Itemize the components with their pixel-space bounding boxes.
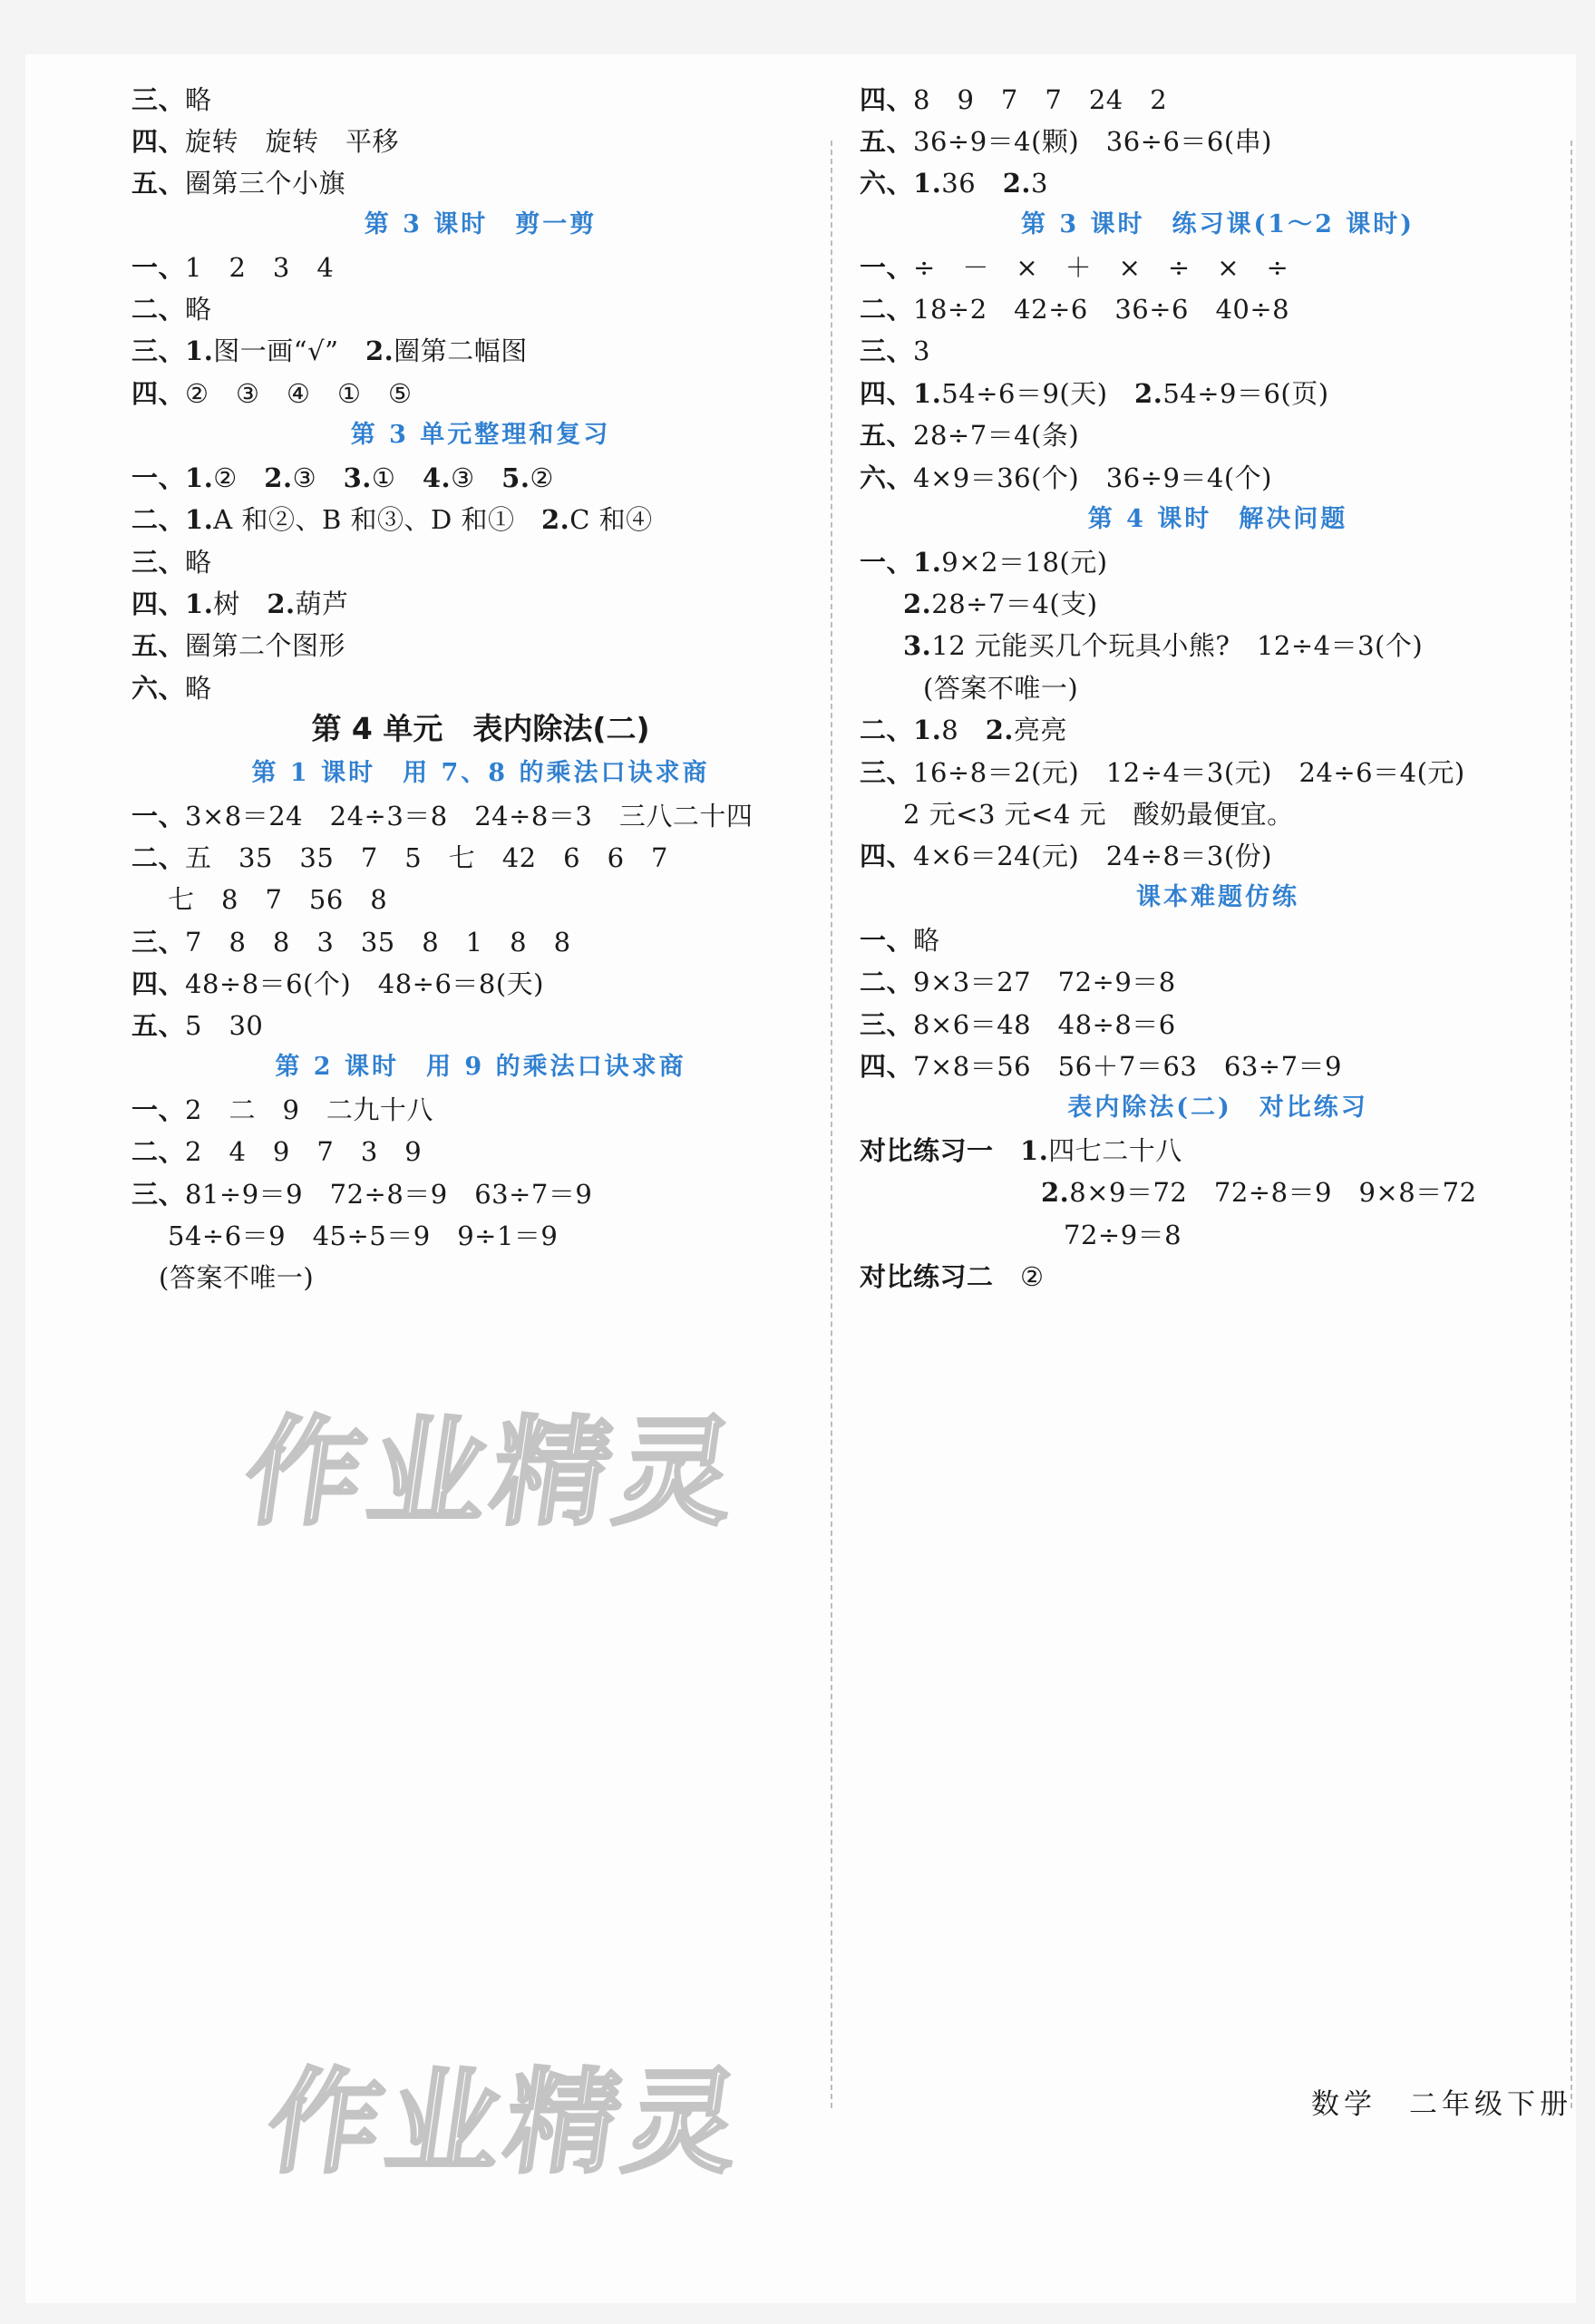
answer-line: 四、4×6＝24(元) 24÷8＝3(份) xyxy=(860,841,1272,871)
answer-line: 三、3 xyxy=(860,335,930,366)
answer-line: 对比练习一 1.四七二十八 xyxy=(860,1135,1182,1166)
answer-line: 六、1.36 2.3 xyxy=(860,168,1048,199)
answer-line: 七 8 7 56 8 xyxy=(168,884,388,915)
answer-line: 五、5 30 xyxy=(131,1010,264,1041)
section-title: 第 2 课时 用 9 的乘法口诀求商 xyxy=(275,1053,686,1081)
answer-line: 三、81÷9＝9 72÷8＝9 63÷7＝9 xyxy=(131,1179,593,1210)
answer-line: 六、4×9＝36(个) 36÷9＝4(个) xyxy=(860,462,1272,493)
answer-page xyxy=(25,54,1576,2303)
answer-line: 四、② ③ ④ ① ⑤ xyxy=(131,378,413,409)
answer-line: 对比练习二 ② xyxy=(860,1261,1045,1292)
watermark: 作业精灵 xyxy=(236,1404,750,1541)
answer-line: 四、8 9 7 7 24 2 xyxy=(860,84,1168,115)
section-title: 课本难题仿练 xyxy=(1136,883,1299,911)
answer-line: 二、2 4 9 7 3 9 xyxy=(131,1136,423,1167)
answer-line: 2.28÷7＝4(支) xyxy=(903,588,1098,619)
answer-line: 一、÷ － × ＋ × ÷ × ÷ xyxy=(860,252,1289,283)
answer-line: 一、1 2 3 4 xyxy=(131,252,335,283)
section-title: 第 1 课时 用 7、8 的乘法口诀求商 xyxy=(251,759,710,787)
section-title: 第 3 单元整理和复习 xyxy=(350,421,611,449)
answer-line: 一、略 xyxy=(860,925,940,956)
page-footer: 数学 二年级下册 xyxy=(1311,2088,1572,2121)
answer-line: 二、18÷2 42÷6 36÷6 40÷8 xyxy=(860,294,1290,325)
answer-line: 三、略 xyxy=(131,547,212,578)
answer-line: 2.8×9＝72 72÷8＝9 9×8＝72 xyxy=(1041,1177,1477,1208)
answer-line: 二、略 xyxy=(131,294,212,325)
answer-line: 一、1.9×2＝18(元) xyxy=(860,547,1108,578)
answer-line: 三、1.图一画“√” 2.圈第二幅图 xyxy=(131,335,528,366)
answer-line: 五、圈第二个图形 xyxy=(131,630,346,661)
answer-line: 四、7×8＝56 56＋7＝63 63÷7＝9 xyxy=(860,1051,1342,1082)
column-divider xyxy=(831,141,832,2108)
unit-title: 第 4 单元 表内除法(二) xyxy=(311,711,650,746)
section-title: 第 3 课时 剪一剪 xyxy=(364,210,598,238)
answer-line: 二、五 35 35 7 5 七 42 6 6 7 xyxy=(131,842,668,873)
answer-line: 三、16÷8＝2(元) 12÷4＝3(元) 24÷6＝4(元) xyxy=(860,757,1465,788)
answer-line: 三、8×6＝48 48÷8＝6 xyxy=(860,1009,1176,1040)
answer-line: 四、48÷8＝6(个) 48÷6＝8(天) xyxy=(131,968,544,999)
answer-line: 四、1.54÷6＝9(天) 2.54÷9＝6(页) xyxy=(860,378,1329,409)
answer-line: 3.12 元能买几个玩具小熊? 12÷4＝3(个) xyxy=(903,630,1424,661)
watermark: 作业精灵 xyxy=(259,2057,754,2189)
answer-line: 二、1.8 2.亮亮 xyxy=(860,715,1068,745)
answer-line: (答案不唯一) xyxy=(923,673,1079,704)
answer-line: 四、旋转 旋转 平移 xyxy=(131,126,400,157)
answer-line: 54÷6＝9 45÷5＝9 9÷1＝9 xyxy=(168,1220,559,1251)
answer-line: 五、36÷9＝4(颗) 36÷6＝6(串) xyxy=(860,126,1272,157)
answer-line: 72÷9＝8 xyxy=(1064,1220,1182,1250)
answer-line: 一、1.② 2.③ 3.① 4.③ 5.② xyxy=(131,462,554,493)
answer-line: 二、1.A 和②、B 和③、D 和① 2.C 和④ xyxy=(131,504,653,535)
section-title: 表内除法(二) 对比练习 xyxy=(1067,1094,1368,1122)
answer-line: 五、圈第三个小旗 xyxy=(131,168,346,199)
answer-line: 一、3×8＝24 24÷3＝8 24÷8＝3 三八二十四 xyxy=(131,801,754,831)
answer-line: 六、略 xyxy=(131,673,212,704)
answer-line: 二、9×3＝27 72÷9＝8 xyxy=(860,967,1176,997)
answer-line: 一、2 二 9 二九十八 xyxy=(131,1094,433,1125)
answer-line: 三、7 8 8 3 35 8 1 8 8 xyxy=(131,927,571,958)
section-title: 第 3 课时 练习课(1～2 课时) xyxy=(1020,210,1415,238)
answer-line: 2 元<3 元<4 元 酸奶最便宜。 xyxy=(903,799,1294,830)
answer-line: (答案不唯一) xyxy=(159,1262,315,1293)
section-title: 第 4 课时 解决问题 xyxy=(1087,505,1348,533)
answer-line: 四、1.树 2.葫芦 xyxy=(131,588,349,619)
answer-line: 三、略 xyxy=(131,84,212,115)
answer-line: 五、28÷7＝4(条) xyxy=(860,420,1080,451)
